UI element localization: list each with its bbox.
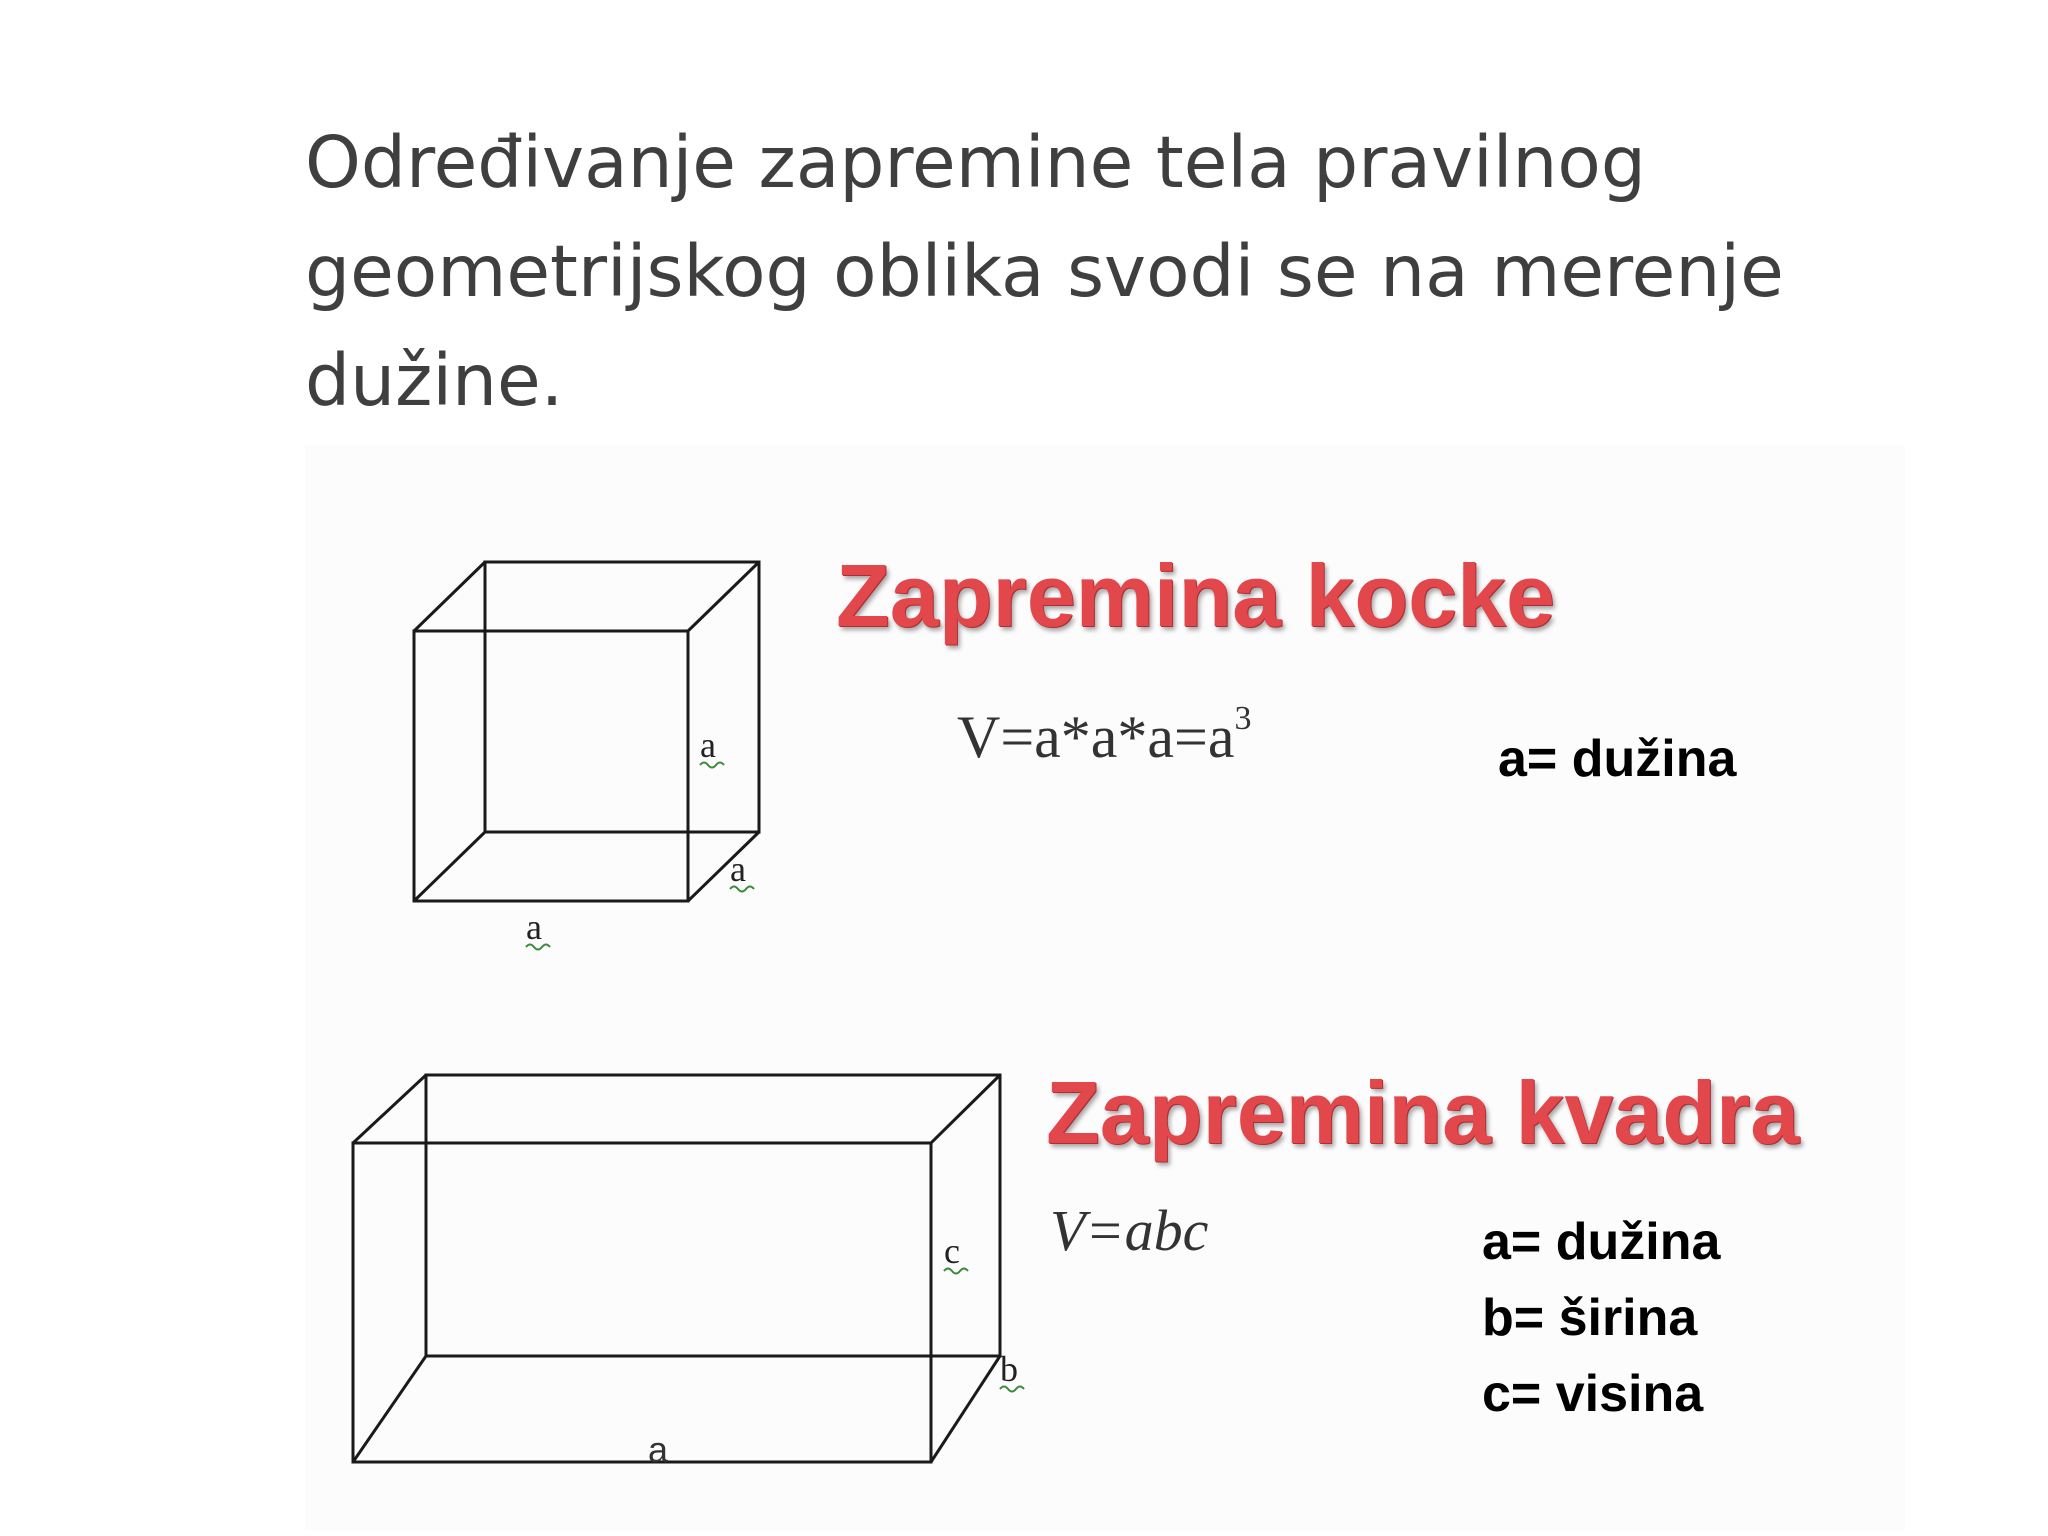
box-width-label: a [648, 1429, 669, 1470]
legend-item: a= dužina [1482, 1213, 1721, 1271]
legend-item: b= širina [1482, 1289, 1698, 1347]
box-edge [353, 1075, 426, 1143]
cube-width-label: a [526, 907, 542, 947]
cube-formula-exponent: 3 [1234, 700, 1252, 737]
box-depth-label: b [1000, 1349, 1018, 1389]
box-edge [931, 1075, 1000, 1143]
box-heading: Zapremina kvadra [1046, 1063, 1800, 1162]
cube-height-label: a [700, 725, 716, 765]
intro-line: dužine. [305, 339, 564, 422]
box-height-label: c [944, 1231, 960, 1271]
legend-item: c= visina [1482, 1365, 1704, 1423]
cube-edge [688, 562, 759, 631]
cube-legend [1498, 721, 1736, 797]
cube-depth-label: a [730, 849, 746, 889]
cube-formula-base: V=a*a*a=a [957, 704, 1235, 770]
intro-paragraph [305, 108, 1805, 435]
box-formula: V=abc [1050, 1198, 1209, 1263]
box-figure [330, 1055, 1070, 1495]
box-legend [1482, 1204, 1720, 1432]
cube-edge [414, 832, 485, 901]
box-back-face [426, 1075, 1000, 1356]
box-edge [931, 1356, 1000, 1462]
cube-edge [414, 562, 485, 631]
box-front-face [353, 1143, 931, 1462]
intro-line: geometrijskog oblika svodi se na merenje [305, 230, 1784, 313]
intro-line: Određivanje zapremine tela pravilnog [305, 121, 1646, 204]
cube-heading: Zapremina kocke [836, 546, 1555, 645]
cube-figure [390, 545, 790, 965]
cube-edge [688, 832, 759, 901]
cube-formula [957, 700, 1252, 772]
legend-item: a= dužina [1498, 730, 1737, 788]
box-edge [353, 1356, 426, 1462]
